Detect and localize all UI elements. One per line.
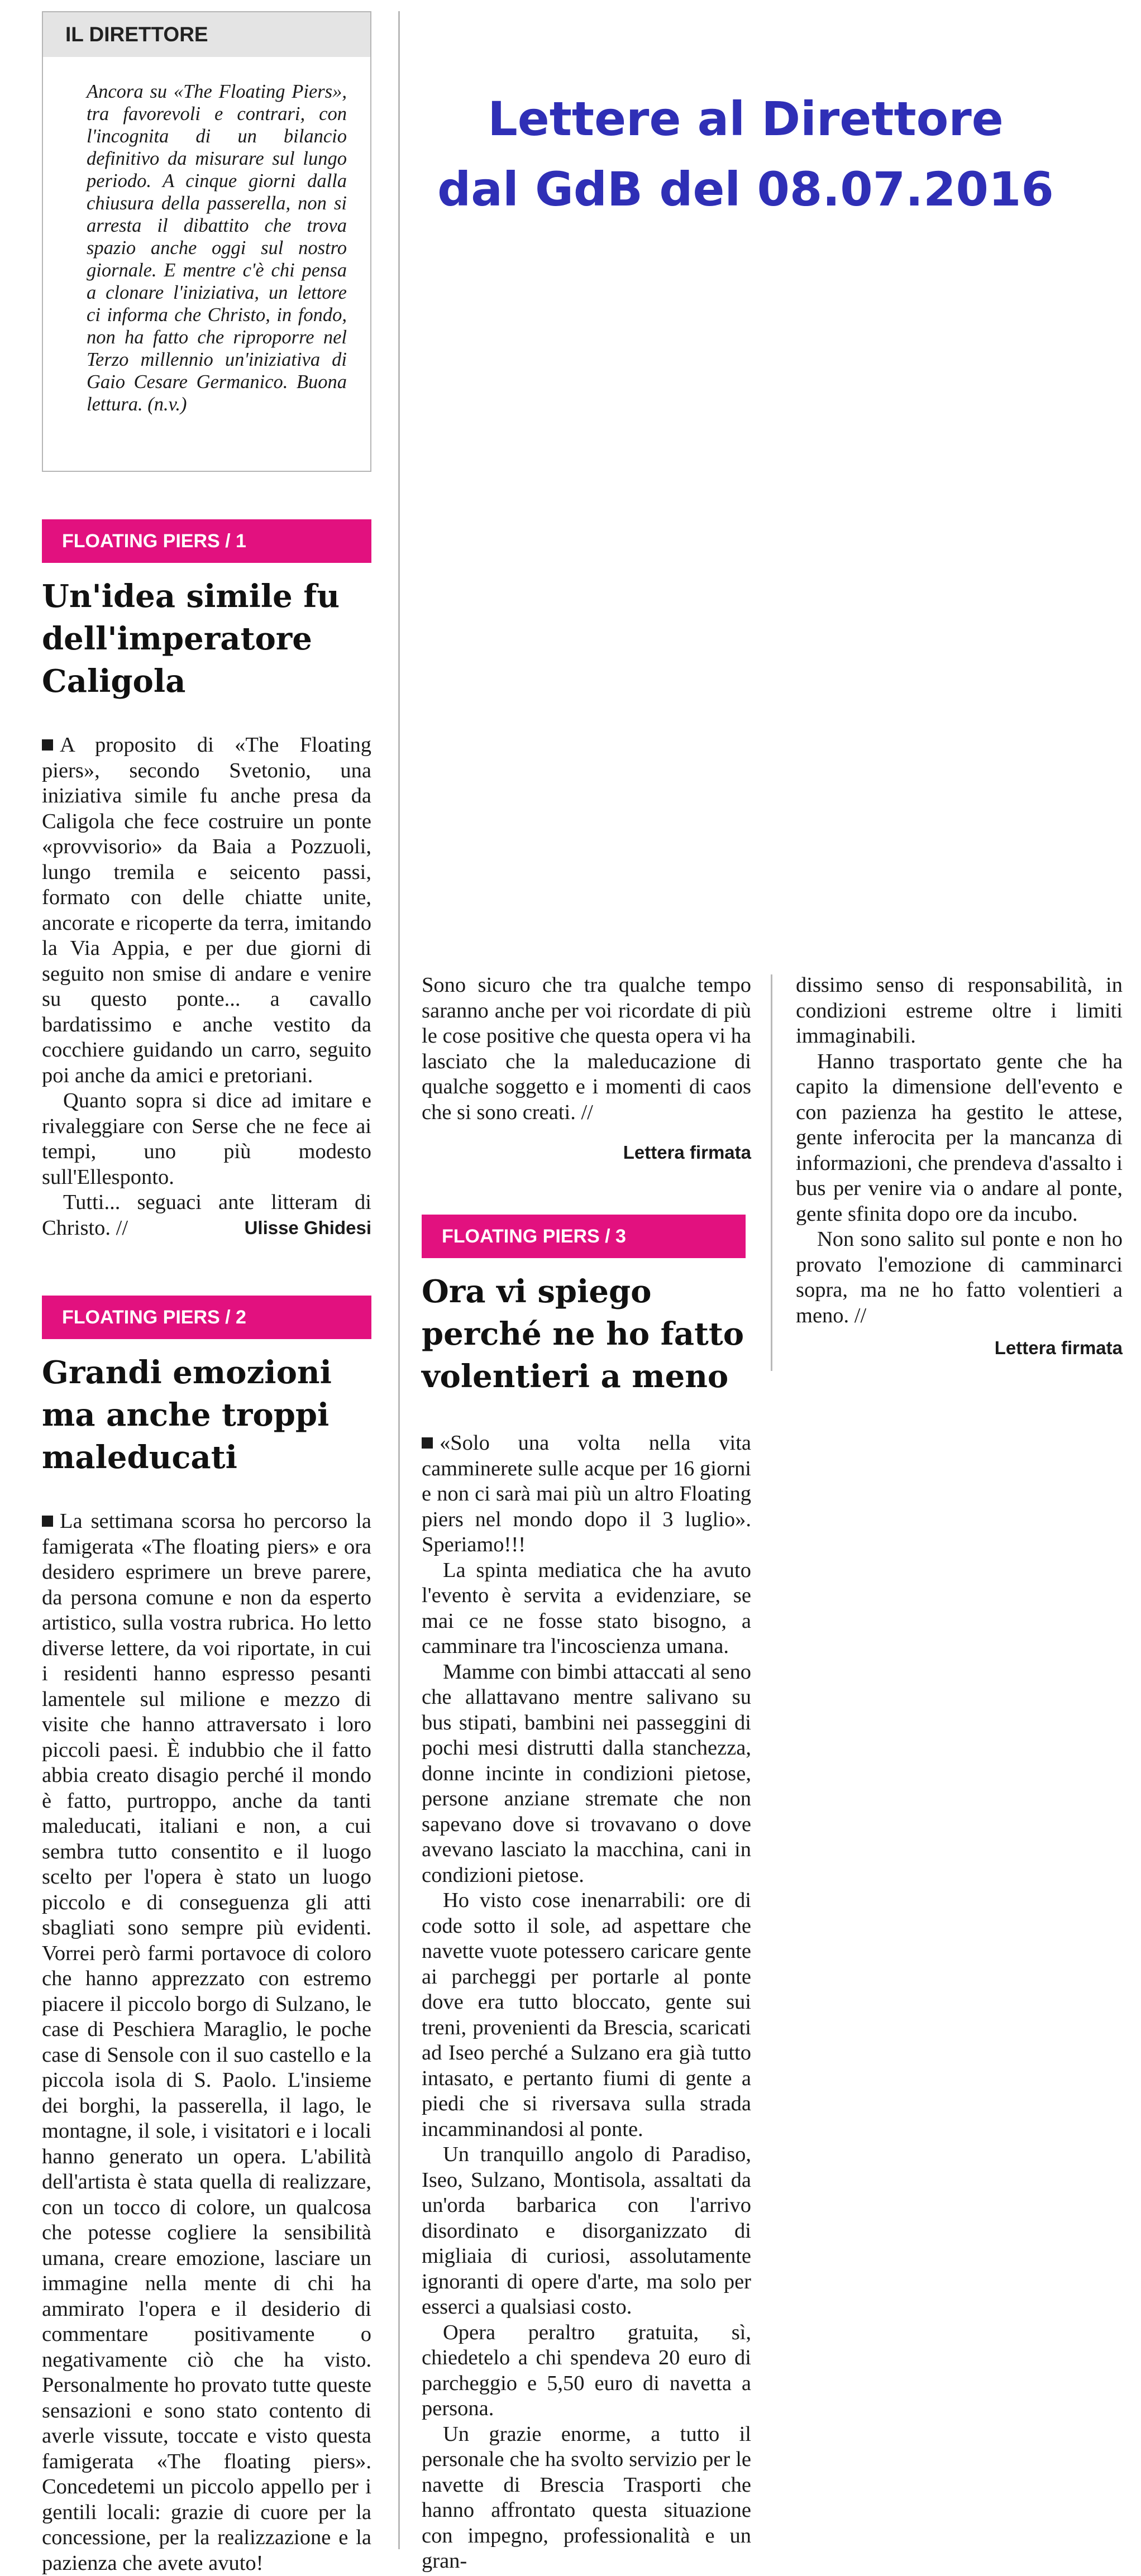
bullet-icon [422,1437,433,1449]
letter3-paragraph: Un grazie enorme, a tutto il personale che ha svolto servizio per le navette di Brescia Trasporti che hanno affrontato questa situazione con impegno, professionalità e un gran- [422,2422,751,2573]
letter3-paragraph: Mamme con bimbi attaccati al seno che allattavano mentre salivano su bus stipati, bambini nei passeggini di pochi mesi distrutti dalla stanchezza, donne incinte in condizioni pietose, persone anziane stremate che non sapevano dove si trovavano o dove avevano lasciato la macchina, cani in condizioni pietose. [422,1660,751,1887]
letter1-tag: FLOATING PIERS / 1 [42,519,371,563]
letter1-paragraph: A proposito di «The Floating piers», secondo Svetonio, una iniziativa simile fu anche presa da Caligola che fece costruire un ponte «provvisorio» da Baia a Pozzuoli, lungo tremila e seicento passi, formato con delle chiatte unite, ancorate e ricoperte da terra, imitando la Via Appia, e per due giorni di seguito non smise di andare e venire su questo ponte... a cavallo bardatissimo e anche vestito da cocchiere guidando un carro, seguito poi anche da amici e pretoriani. [42,733,371,1087]
letter3-paragraph: dissimo senso di responsabilità, in condizioni estreme oltre i limiti immaginabili. [796,973,1123,1048]
director-box [42,11,371,472]
page-title [424,84,1067,224]
letter3-paragraph: Opera peraltro gratuita, sì, chiedetelo a chi spendeva 20 euro di parcheggio e 5,50 euro di navetta a persona. [422,2320,751,2420]
letter3-tag: FLOATING PIERS / 3 [422,1215,746,1258]
bullet-icon [42,1516,53,1527]
letter2-headline: Grandi emozioni ma anche troppi maleducati [42,1354,332,1476]
letter3-body-col3 [796,973,1123,1328]
director-header: IL DIRETTORE [43,12,370,57]
page-title-line2: dal GdB del 08.07.2016 [437,162,1054,217]
column-rule-2 [771,974,772,1371]
letter3-signature: Lettera firmata [994,1337,1123,1358]
letter1-body [42,733,371,1241]
letter2-body-col2 [422,973,751,1125]
letter3-body-col2 [422,1431,751,2574]
letter3-paragraph: La spinta mediatica che ha avuto l'evento è servita a evidenziare, se mai ce ne fosse stato bisogno, a camminare tra l'incoscienza umana. [422,1558,751,1658]
letter1-paragraph: Tutti... seguaci ante litteram di Christo. // [42,1191,371,1240]
letter2-paragraph: Sono sicuro che tra qualche tempo saranno anche per voi ricordate di più le cose positive che questa opera vi ha lasciato che la maleducazione di qualche soggetto e i momenti di caos che si sono creati. // [422,973,751,1124]
letter3-paragraph: Hanno trasportato gente che ha capito la dimensione dell'evento e con pazienza ha gestito le attese, gente inferocita per la mancanza di informazioni, che prendeva d'assalto i bus per venire via o andare al ponte, gente sfinita dopo ore da incubo. [796,1049,1123,1226]
letter2-paragraph: La settimana scorsa ho percorso la famigerata «The floating piers» e ora desidero esprimere un breve parere, da persona comune e non da esperto artistico, sulla vostra rubrica. Ho letto diverse lettere, da voi riportate, in cui i residenti hanno espresso pesanti lamentele sul milione e mezzo di visite che hanno attraversato i loro piccoli paesi. È indubbio che il fatto abbia creato disagio perché il mondo è fatto, purtroppo, anche da tanti maleducati, italiani e non, a cui sembra tutto consentito e il luogo scelto per l'opera è stato un luogo piccolo e di conseguenza gli atti sbagliati sono sempre più evidenti. Vorrei però farmi portavoce di coloro che hanno apprezzato con estremo piacere il piccolo borgo di Sulzano, le case di Peschiera Maraglio, le poche case di Sensole con il suo castello e la piccola isola di S. Paolo. L'insieme dei borghi, la passerella, il lago, le montagne, il sole, i visitatori e i locali hanno generato un opera. L'abilità dell'artista è stata quella di realizzare, con un tocco di colore, un qualcosa che potesse cogliere la sensibilità umana, creare emozione, lasciare un immagine nella mente di chi ha ammirato l'opera e il desiderio di commentare positivamente o negativamente ciò che ha visto. Personalmente ho provato tutte queste sensazioni e sono stato contento di averle vissute, toccate e visto questa famigerata «The floating piers». Concedetemi un piccolo appello per i gentili locali: grazie di cuore per la concessione, per la realizzazione e la pazienza che avete avuto! [42,1509,371,2575]
letter3-paragraph: Ho visto cose inenarrabili: ore di code sotto il sole, ad aspettare che navette vuote potessero caricare gente ai parcheggi per portarle al ponte dove era tutto bloccato, gente sui treni, provenienti da Brescia, scaricati ad Iseo perché a Sulzano era già tutto intasato, e pertanto fiumi di gente a piedi che si riversava sulla strada incamminandosi al ponte. [422,1889,751,2141]
letter2-tag: FLOATING PIERS / 2 [42,1296,371,1339]
letter1-headline: Un'idea simile fu dell'imperatore Caligola [42,578,340,700]
letter1-paragraph: Quanto sopra si dice ad imitare e rivaleggiare con Serse che ne fece ai tempi, uno più modesto sull'Ellesponto. [42,1089,371,1189]
bullet-icon [42,739,53,751]
director-intro-text: Ancora su «The Floating Piers», tra favorevoli e contrari, con l'incognita di un bilancio definitivo da misurare sul lungo periodo. A cinque giorni dalla chiusura della passerella, non si arresta il dibattito che trova spazio anche oggi sul nostro giornale. E mentre c'è chi pensa a clonare l'iniziativa, un lettore ci informa che Christo, in fondo, non ha fatto che riproporre nel Terzo millennio un'iniziativa di Gaio Cesare Germanico. Buona lettura. (n.v.) [87,81,347,415]
letter3-paragraph: «Solo una volta nella vita camminerete sulle acque per 16 giorni e non ci sarà mai più un altro Floating piers nel mondo dopo il 3 luglio». Speriamo!!! [422,1431,751,1556]
letter3-headline: Ora vi spiego perché ne ho fatto volentieri a meno [422,1273,744,1395]
letter3-paragraph: Non sono salito sul ponte e non ho provato l'emozione di camminarci sopra, ma ne ho fatto volentieri a meno. // [796,1227,1123,1327]
page-title-line1: Lettere al Direttore [488,92,1004,146]
letter3-paragraph: Un tranquillo angolo di Paradiso, Iseo, Sulzano, Montisola, assaltati da un'orda barbarica con l'arrivo disordinato e disorganizzato di migliaia di curiosi, assolutamente ignoranti di opere d'arte, ma solo per esserci a qualsiasi costo. [422,2143,751,2319]
column-rule-1 [398,11,400,2549]
letter2-body-col1 [42,1509,371,2576]
letter2-signature: Lettera firmata [623,1142,751,1163]
letter1-signature: Ulisse Ghidesi [244,1217,371,1238]
